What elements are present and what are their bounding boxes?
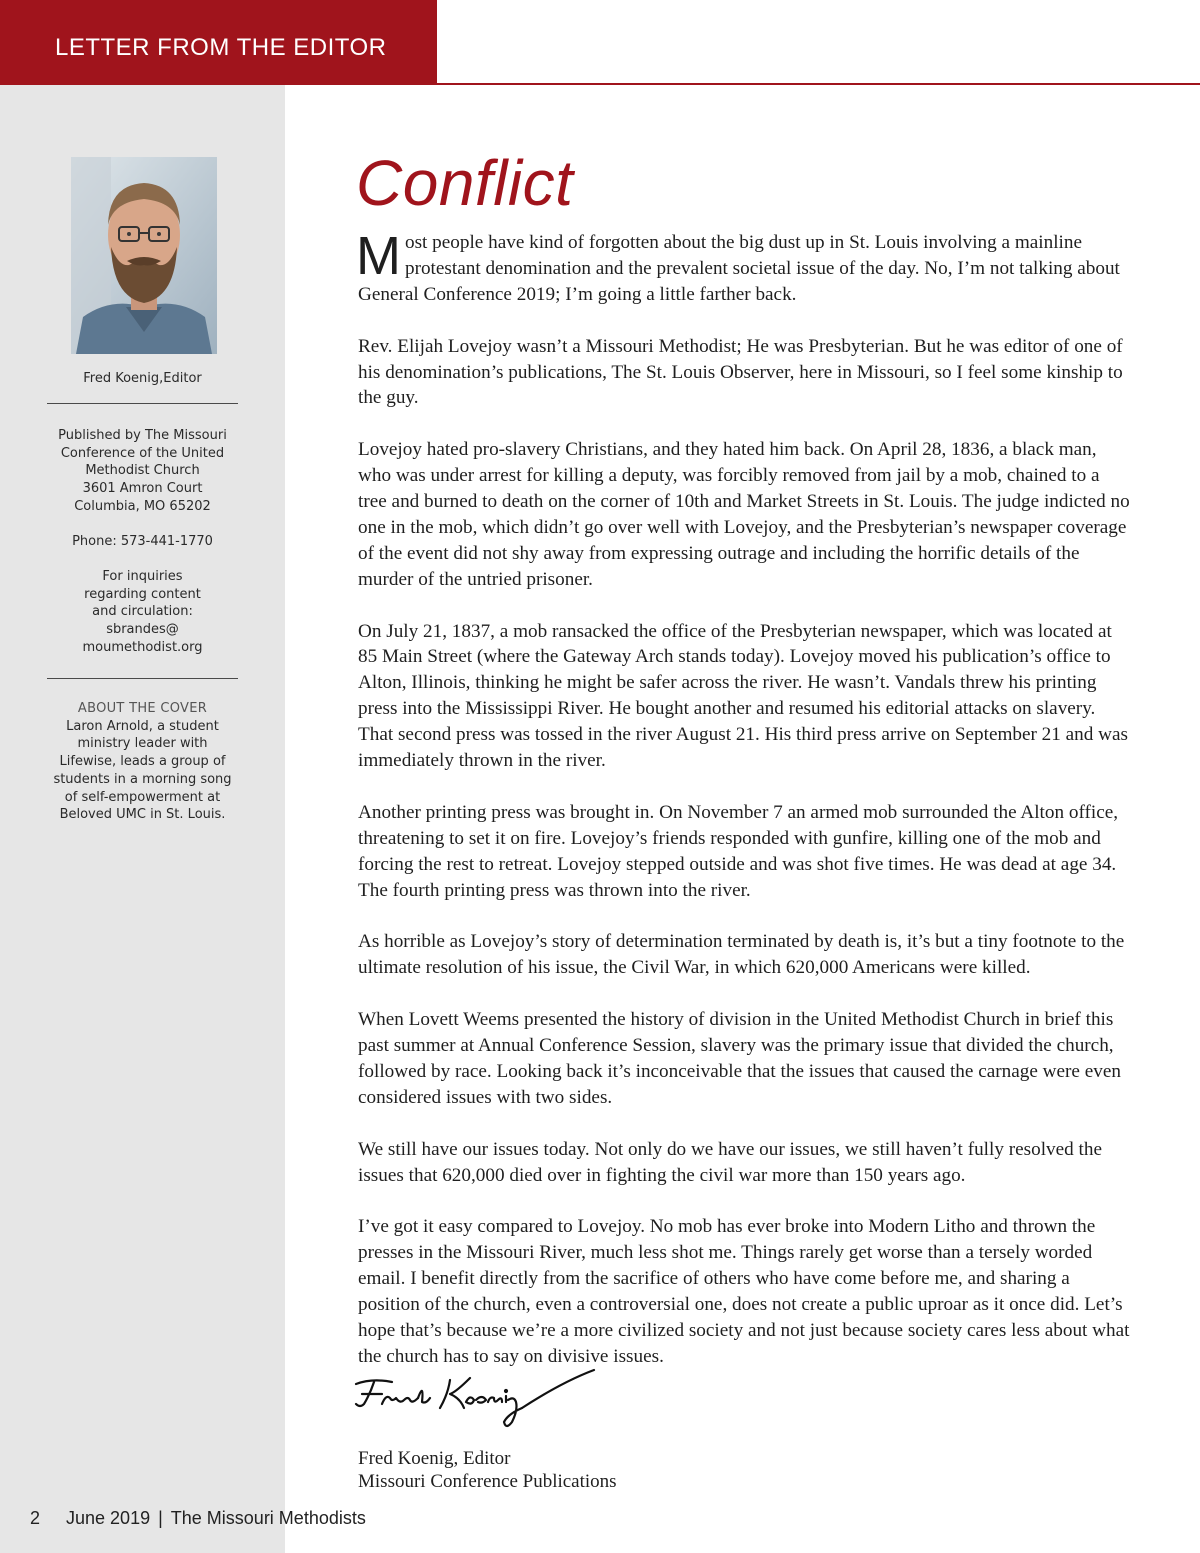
publisher-line: 3601 Amron Court xyxy=(82,481,203,497)
editor-signature xyxy=(352,1364,612,1449)
article-title: Conflict xyxy=(356,147,574,219)
about-cover xyxy=(40,700,245,824)
issue-date: June 2019 xyxy=(66,1508,151,1528)
about-cover-line: ministry leader with xyxy=(77,736,208,752)
lead-paragraph xyxy=(356,226,1133,308)
section-header-band xyxy=(0,0,437,85)
lead-paragraph-text: ost people have kind of forgotten about the big dust up in St. Louis involving a mainline protestant denomination and the prevalent societal issue of the day. No, I’m not talking about General Conference 2019; I’m going a little farther back. xyxy=(358,232,1120,305)
publisher-line: Methodist Church xyxy=(85,463,200,479)
body-paragraph: When Lovett Weems presented the history of division in the United Methodist Church in brief this past summer at Annual Conference Session, slavery was the primary issue that divided the church, followed by race. Looking back it’s inconceivable that the issues that caused the carnage were even considered issues with two sides. xyxy=(358,1009,1121,1108)
inquiries-info xyxy=(40,568,245,657)
body-paragraph: I’ve got it easy compared to Lovejoy. No mob has ever broke into Modern Litho and thrown the presses in the Missouri River, much less shot me. Things rarely get worse than a tersely worded email. I benefit directly from the sacrifice of others who have come before me, and sharing a position of the church, even a controversial one, does not create a public uproar as it once did. Let’s hope that’s because we’re a more civilized society and not just because society cares less about what the church has to say on divisive issues. xyxy=(358,1216,1130,1367)
phone-number: Phone: 573-441-1770 xyxy=(72,534,213,549)
about-cover-line: Laron Arnold, a student xyxy=(66,718,219,734)
body-paragraph: Lovejoy hated pro-slavery Christians, and they hated him back. On April 28, 1836, a black man, who was under arrest for killing a deputy, was forcibly removed from jail by a mob, chained to a tree and burned to death on the corner of 10th and Market Streets in St. Louis. The judge indicted no one in the mob, which didn’t go over well with Lovejoy, and the Presbyterian’s newspaper coverage of the event did not shy away from expressing outrage and including the horrific details of the murder of the untried prisoner. xyxy=(358,439,1130,590)
section-label: LETTER FROM THE EDITOR xyxy=(55,34,387,61)
page-footer xyxy=(30,1508,366,1529)
body-paragraph: Rev. Elijah Lovejoy wasn’t a Missouri Methodist; He was Presbyterian. But he was editor of one of his denomination’s publications, The St. Louis Observer, here in Missouri, so I feel some kinship to the guy. xyxy=(358,335,1123,409)
sidebar-divider xyxy=(47,403,238,404)
sign-off-name: Fred Koenig, Editor xyxy=(358,1448,511,1469)
body-paragraph: We still have our issues today. Not only do we have our issues, we still haven’t fully resolved the issues that 620,000 died over in fighting the civil war more than 150 years ago. xyxy=(358,1138,1102,1186)
page-number: 2 xyxy=(30,1508,41,1528)
publisher-line: Conference of the United xyxy=(60,445,225,461)
about-cover-heading: ABOUT THE COVER xyxy=(77,701,208,716)
footer-separator: | xyxy=(158,1508,163,1528)
drop-cap: M xyxy=(356,226,401,286)
sign-off xyxy=(358,1447,617,1493)
about-cover-line: Lifewise, leads a group of xyxy=(59,754,226,770)
body-paragraph: On July 21, 1837, a mob ransacked the office of the Presbyterian newspaper, which was located at 85 Main Street (where the Gateway Arch stands today). Lovejoy moved his publication’s office to Alton, Illinois, thinking he might be safer across the river. He wasn’t. Vandals threw his printing press into the Mississippi River. He bought another and resumed his editorial attacks on slavery. That second press was tossed in the river August 21. His third press arrive on September 21 and was immediately thrown in the river. xyxy=(358,620,1129,772)
about-cover-line: of self-empowerment at xyxy=(64,789,221,805)
publisher-info xyxy=(40,427,245,516)
sign-off-organization: Missouri Conference Publications xyxy=(358,1471,617,1492)
about-cover-line: students in a morning song xyxy=(53,771,232,787)
publisher-line: Published by The Missouri xyxy=(58,428,227,443)
inquiries-email-user: sbrandes@ xyxy=(106,622,179,638)
body-paragraph: As horrible as Lovejoy’s story of determination terminated by death is, it’s but a tiny footnote to the ultimate resolution of his issue, the Civil War, in which 620,000 Americans were killed. xyxy=(358,931,1125,979)
body-paragraph: Another printing press was brought in. On November 7 an armed mob surrounded the Alton office, threatening to set it on fire. Lovejoy’s friends responded with gunfire, killing one of the mob and forcing the rest to retreat. Lovejoy stepped outside and was shot five times. He was dead at age 34. The fourth printing press was thrown into the river. xyxy=(358,801,1119,901)
editor-photo xyxy=(71,157,217,354)
inquiries-email-domain: moumethodist.org xyxy=(82,639,203,655)
article-body xyxy=(356,226,1133,1396)
sidebar-divider xyxy=(47,678,238,679)
about-cover-line: Beloved UMC in St. Louis. xyxy=(59,807,226,823)
inquiries-line: regarding content xyxy=(84,586,201,602)
inquiries-line: For inquiries xyxy=(102,569,183,584)
publisher-line: Columbia, MO 65202 xyxy=(74,498,211,514)
publication-name: The Missouri Methodists xyxy=(170,1508,366,1528)
inquiries-line: and circulation: xyxy=(92,604,193,620)
photo-caption: Fred Koenig,Editor xyxy=(83,371,202,386)
header-rule xyxy=(437,83,1200,85)
